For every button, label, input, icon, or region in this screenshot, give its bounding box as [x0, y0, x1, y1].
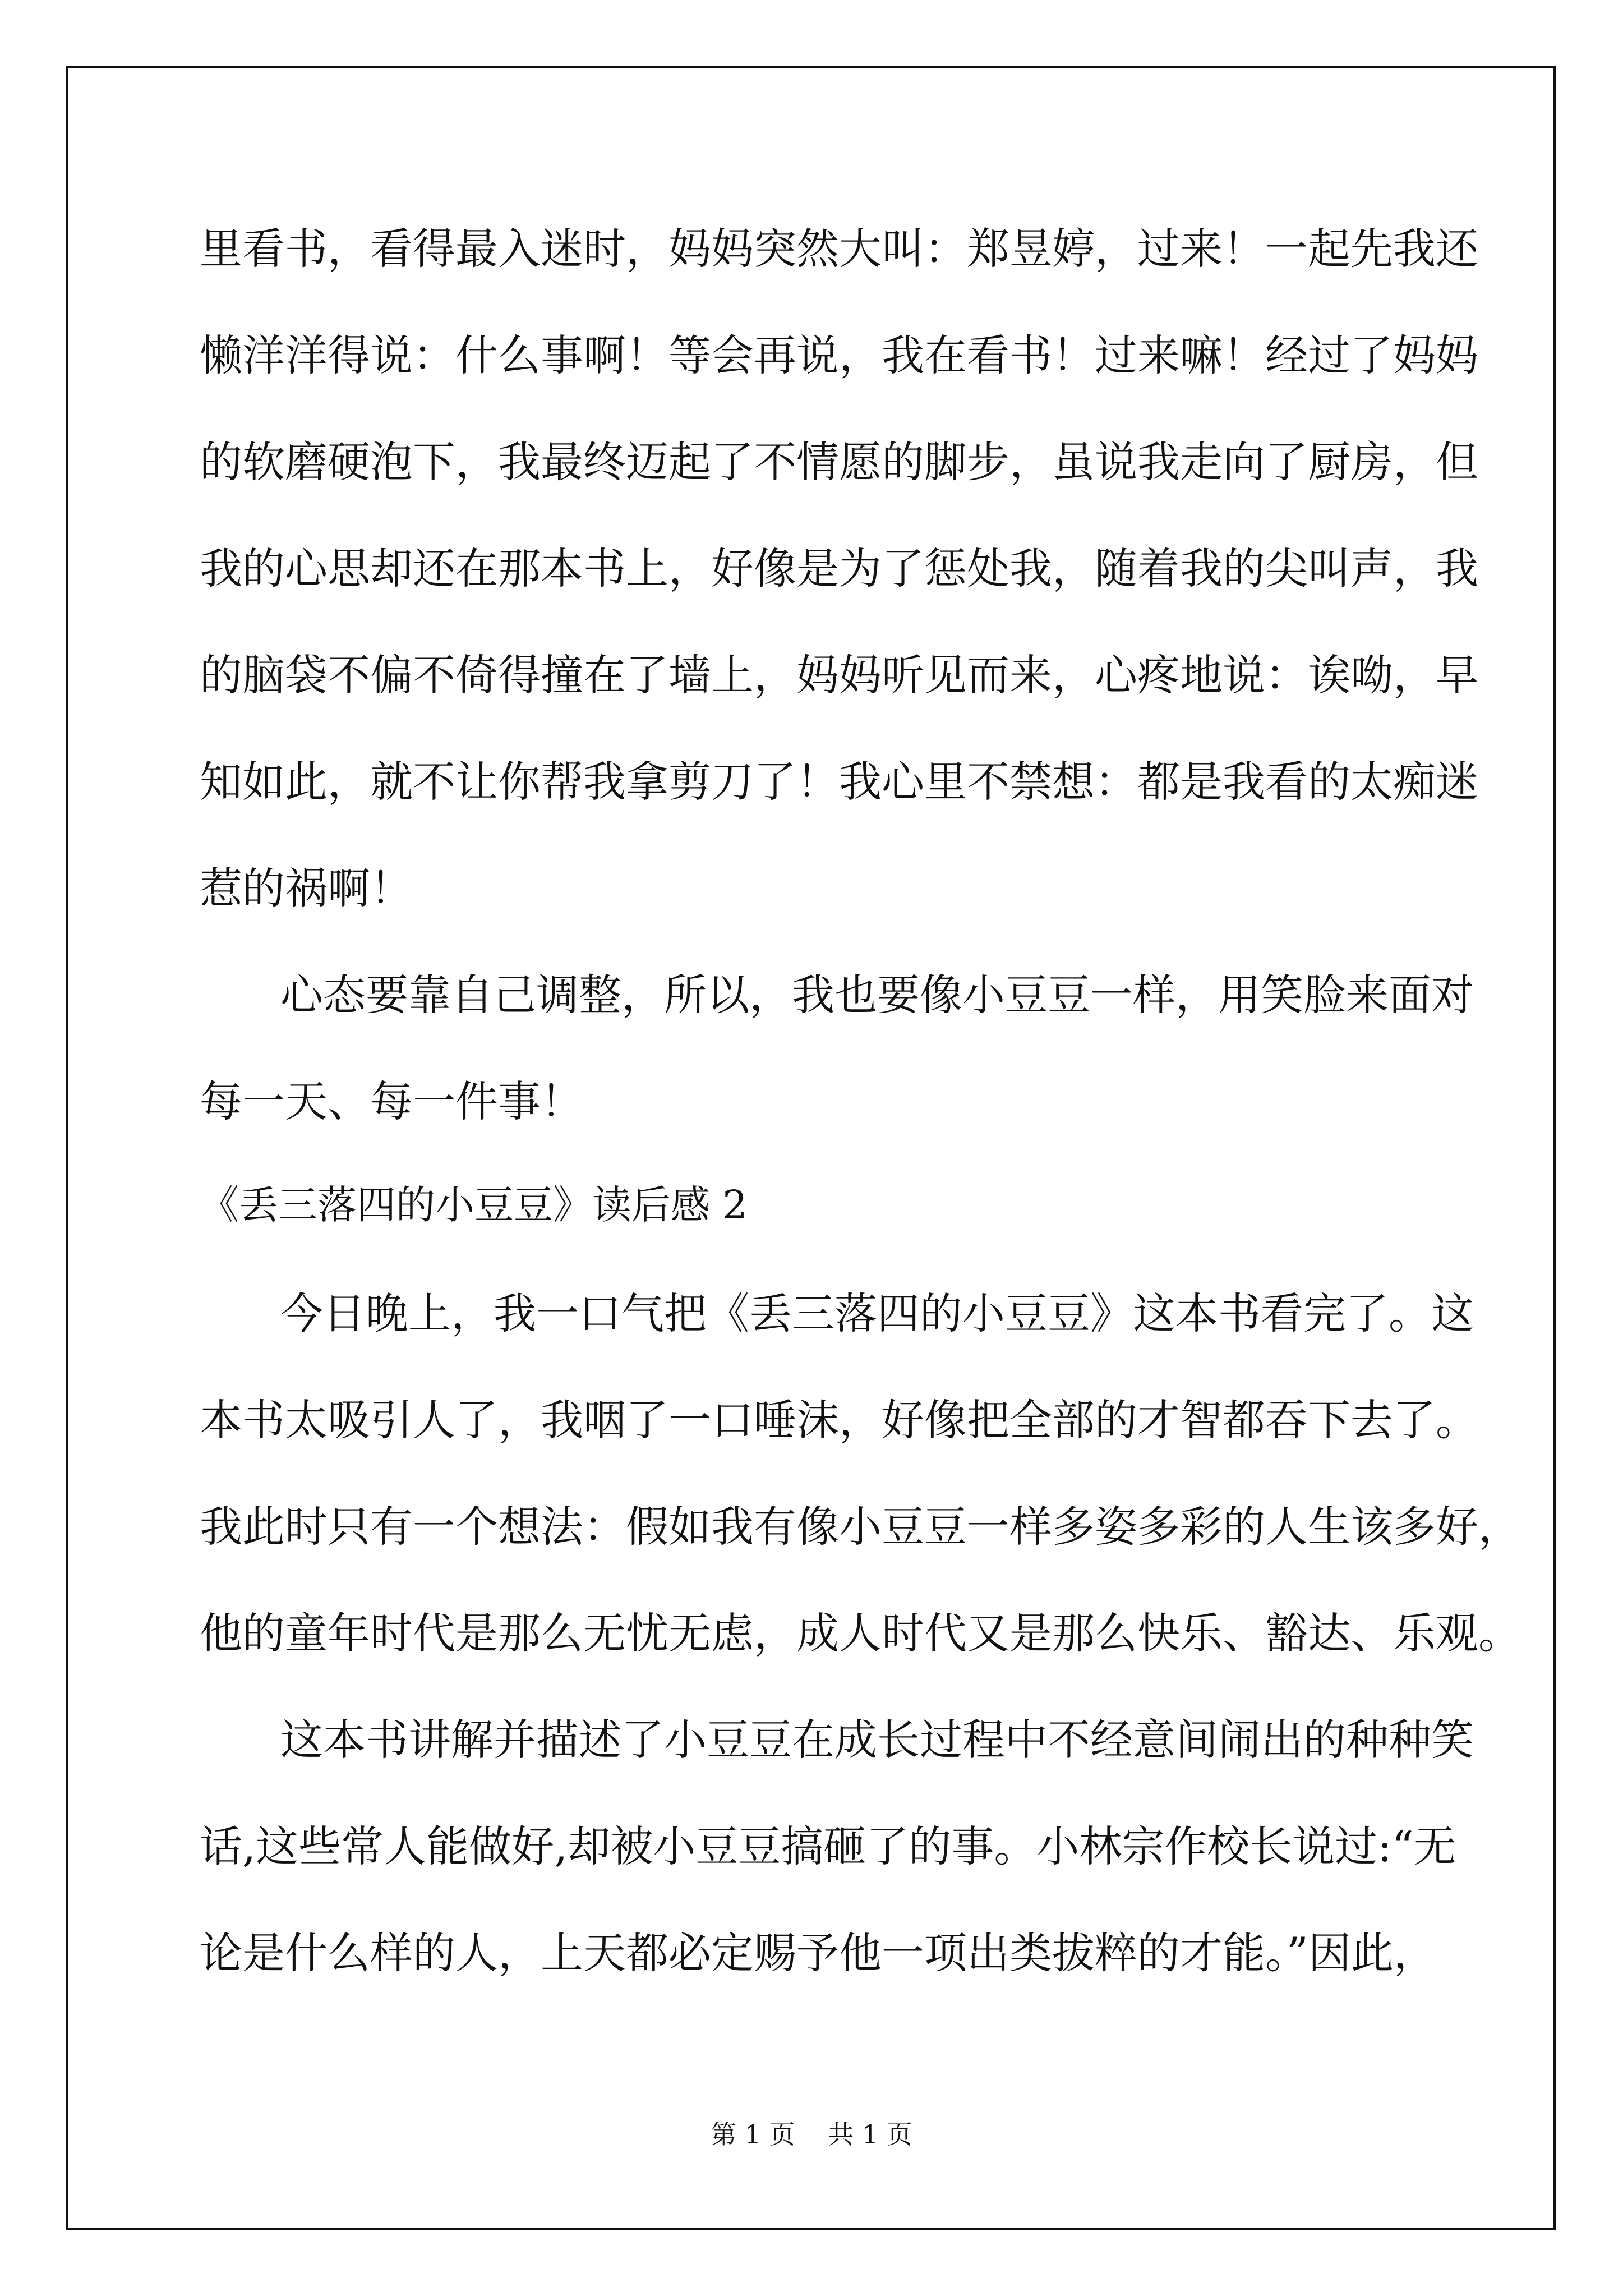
page-footer: 第 1 页 共 1 页 — [711, 2119, 912, 2150]
text-line: 的软磨硬泡下，我最终迈起了不情愿的脚步，虽说我走向了厨房，但 — [200, 437, 1478, 487]
text-line: 懒洋洋得说：什么事啊！等会再说，我在看书！过来嘛！经过了妈妈 — [200, 330, 1478, 380]
text-line: 知如此，就不让你帮我拿剪刀了！我心里不禁想：都是我看的太痴迷 — [200, 757, 1478, 807]
text-line: 的脑袋不偏不倚得撞在了墙上，妈妈听见而来，心疼地说：诶呦，早 — [200, 650, 1478, 700]
text-line: 话,这些常人能做好,却被小豆豆搞砸了的事。小林宗作校长说过:“无 — [200, 1821, 1456, 1871]
page-border — [66, 66, 1556, 2230]
text-line: 我此时只有一个想法：假如我有像小豆豆一样多姿多彩的人生该多好， — [200, 1502, 1521, 1552]
text-line: 本书太吸引人了，我咽了一口唾沫，好像把全部的才智都吞下去了。 — [200, 1395, 1478, 1445]
text-line: 他的童年时代是那么无忧无虑，成人时代又是那么快乐、豁达、乐观。 — [200, 1608, 1521, 1658]
text-line: 论是什么样的人，上天都必定赐予他一项出类拔粹的才能。”因此， — [200, 1928, 1436, 1978]
text-line: 我的心思却还在那本书上，好像是为了惩处我，随着我的尖叫声，我 — [200, 544, 1478, 593]
text-line: 每一天、每一件事！ — [200, 1076, 583, 1126]
text-line: 这本书讲解并描述了小豆豆在成长过程中不经意间闹出的种种笑 — [280, 1715, 1474, 1765]
section-heading: 《丢三落四的小豆豆》读后感 2 — [200, 1182, 748, 1228]
text-line: 里看书，看得最入迷时，妈妈突然大叫：郑昱婷，过来！一起先我还 — [200, 224, 1478, 274]
text-line: 惹的祸啊！ — [200, 863, 413, 913]
text-line: 心态要靠自己调整，所以，我也要像小豆豆一样，用笑脸来面对 — [280, 970, 1474, 1020]
text-line: 今日晚上，我一口气把《丢三落四的小豆豆》这本书看完了。这 — [280, 1289, 1474, 1338]
